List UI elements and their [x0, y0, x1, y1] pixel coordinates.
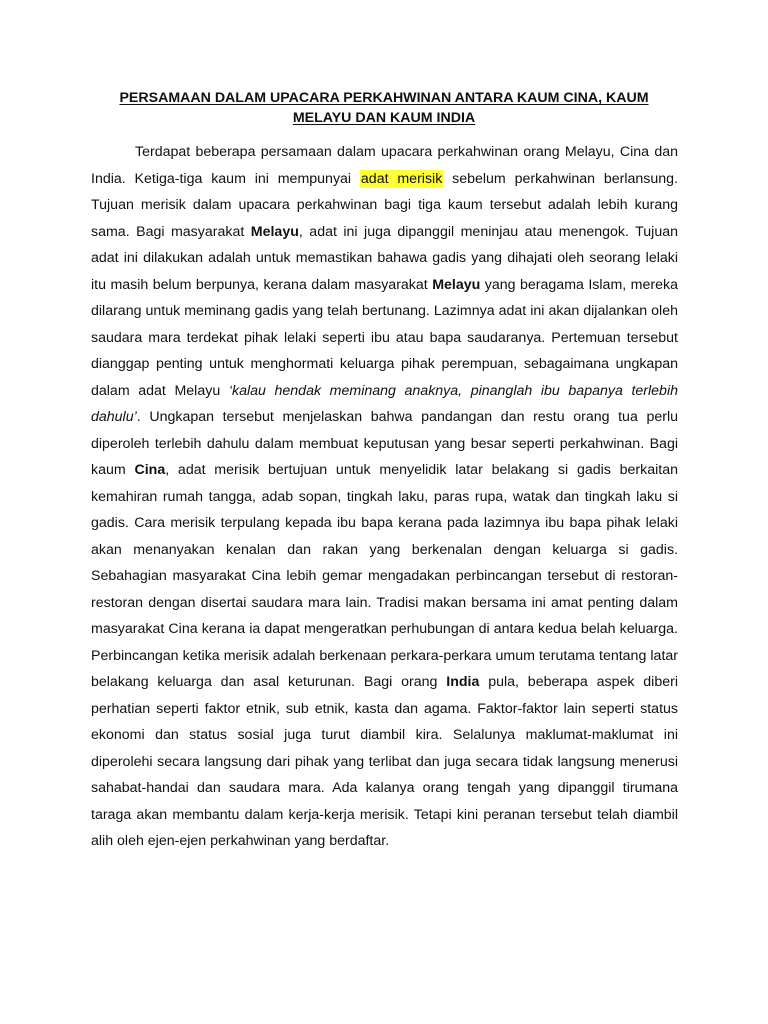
text-run: , adat merisik bertujuan untuk menyelidik latar belakang si gadis berkaitan kemahiran rumah tangga, adab sopan, tingkah laku, paras rupa, watak dan tingkah laku si gadis. Cara merisik terpulang kepada ibu bapa kerana pada lazimnya ibu bapa pihak lelaki akan menanyakan kenalan dan rakan yang berkenalan dengan keluarga si gadis. Sebahagian masyarakat Cina lebih gemar mengadakan perbincangan tersebut di restoran-restoran dengan disertai saudara mara lain. Tradisi makan bersama ini amat penting dalam masyarakat Cina kerana ia dapat mengeratkan perhubungan di antara kedua belah keluarga. Perbincangan ketika merisik adalah berkenaan perkara-perkara umum terutama tentang latar belakang keluarga dan asal keturunan. Bagi orang [91, 462, 678, 690]
highlighted-text: adat merisik [360, 170, 443, 187]
text-run: , adat ini juga dipanggil meninjau atau menengok. Tujuan adat ini dilakukan adalah untuk memastikan bahawa gadis yang dihajati oleh seorang lelaki itu masih belum berpunya, kerana dalam masyarakat [91, 223, 679, 293]
body-paragraph [91, 139, 678, 855]
italic-quote: ‘kalau hendak meminang anaknya, pinanglah ibu bapanya terlebih dahulu’ [91, 382, 678, 425]
text-run: yang beragama Islam, mereka dilarang untuk meminang gadis yang telah bertunang. Lazimnya adat ini akan dijalankan oleh saudara mara terdekat pihak lelaki seperti ibu atau bapa saudaranya. Pertemuan tersebut dianggap penting untuk menghormati keluarga pihak perempuan, sebagaimana ungkapan dalam adat Melayu [91, 276, 678, 399]
text-run: . Ungkapan tersebut menjelaskan bahwa pandangan dan restu orang tua perlu diperoleh terlebih dahulu dalam membuat keputusan yang besar seperti perkahwinan. Bagi kaum [91, 409, 678, 478]
bold-term-cina: Cina [134, 462, 166, 478]
text-run: pula, beberapa aspek diberi perhatian seperti faktor etnik, sub etnik, kasta dan agama. Faktor-faktor lain seperti status ekonomi dan status sosial juga turut diambil kira. Selalunya maklumat-maklumat ini diperolehi secara langsung dari pihak yang terlibat dan juga secara tidak langsung menerusi sahabat-handai dan saudara mara. Ada kalanya orang tengah yang dipanggil tirumana taraga akan membantu dalam kerja-kerja merisik. Tetapi kini peranan tersebut telah diambil alih oleh ejen-ejen perkahwinan yang berdaftar. [91, 674, 678, 849]
bold-term-melayu: Melayu [250, 223, 299, 240]
bold-term-melayu: Melayu [432, 276, 481, 293]
bold-term-india: India [446, 674, 480, 690]
text-run: sebelum perkahwinan berlansung. Tujuan merisik dalam upacara perkahwinan bagi tiga kaum tersebut adalah lebih kurang sama. Bagi masyarakat [91, 170, 679, 240]
document-title: PERSAMAAN DALAM UPACARA PERKAHWINAN ANTARA KAUM CINA, KAUM MELAYU DAN KAUM INDIA [119, 90, 649, 126]
text-run: Terdapat beberapa persamaan dalam upacara perkahwinan orang Melayu, Cina dan India. Ketiga-tiga kaum ini mempunyai [91, 144, 678, 187]
